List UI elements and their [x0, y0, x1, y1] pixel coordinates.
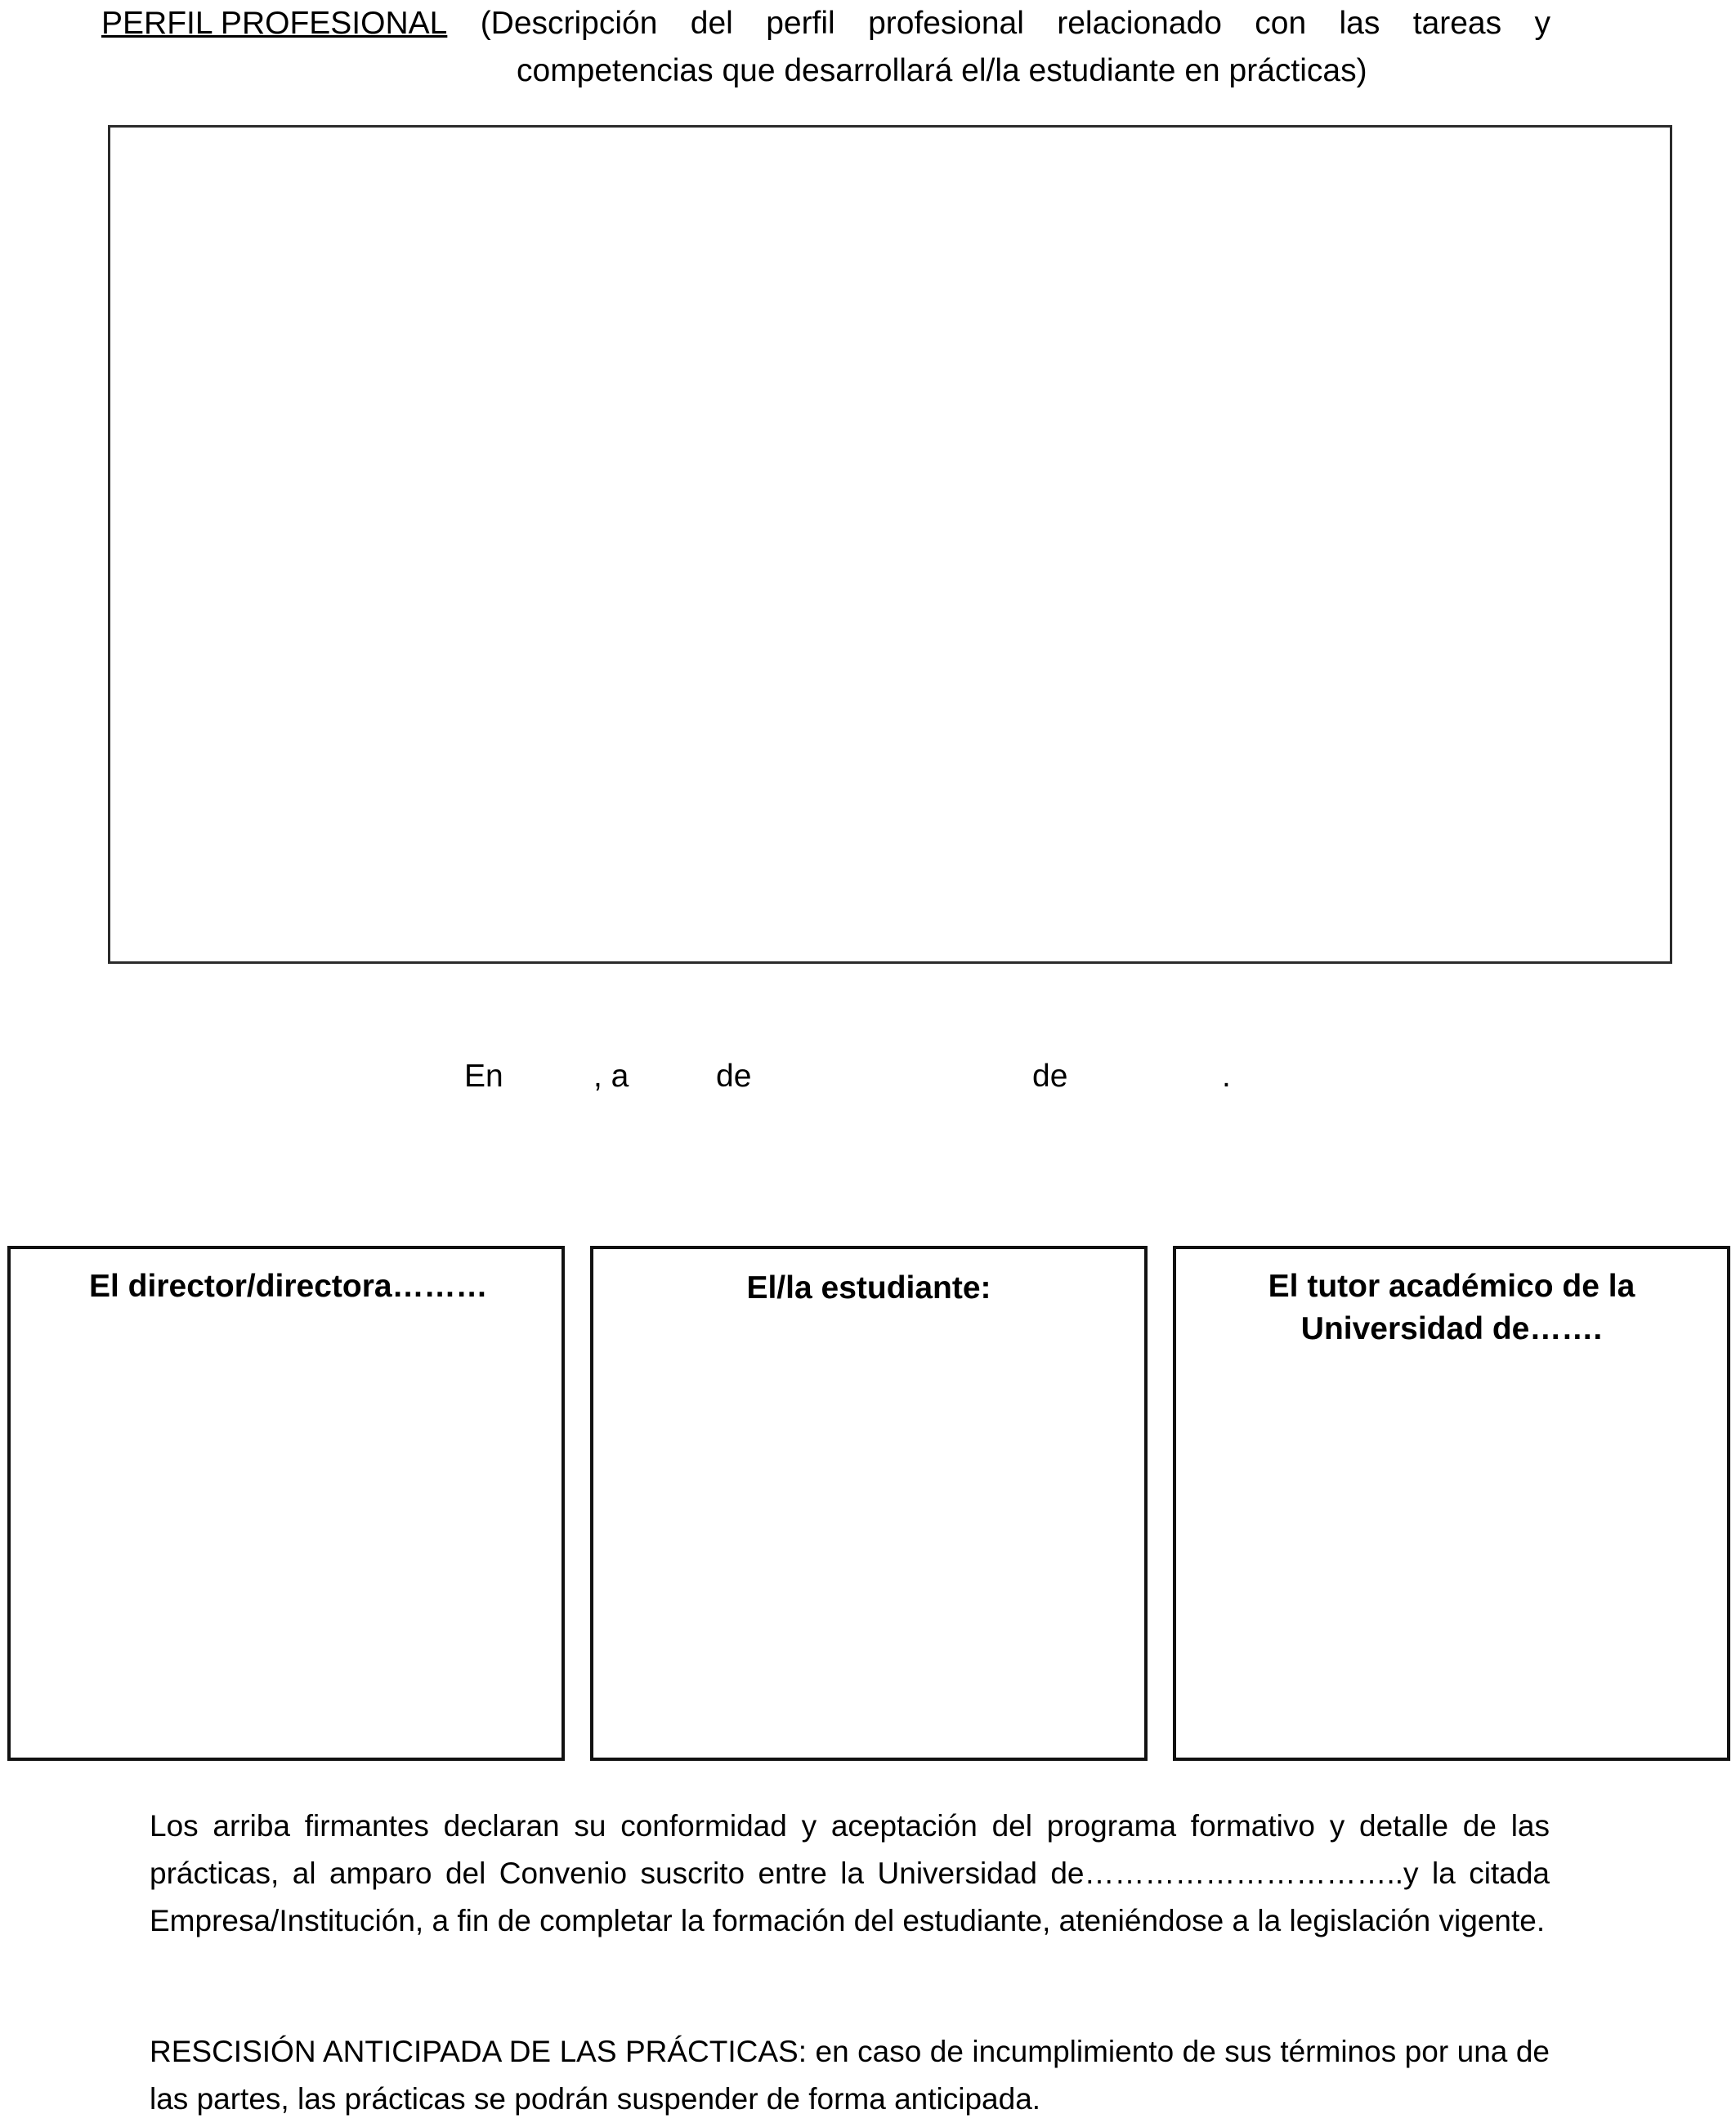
profile-heading-line2: competencias que desarrollará el/la estudiante en prácticas): [517, 53, 1367, 88]
profile-heading-label: PERFIL PROFESIONAL: [101, 6, 448, 41]
date-period: .: [1222, 1059, 1231, 1094]
heading-word: relacionado: [1057, 6, 1222, 41]
rescission-paragraph: RESCISIÓN ANTICIPADA DE LAS PRÁCTICAS: en caso de incumplimiento de sus términos por una de las partes, las prácticas se podrán suspender de forma anticipada.: [150, 2035, 1550, 2116]
conformity-paragraph: Los arriba firmantes declaran su conformidad y aceptación del programa formativo y detalle de las prácticas, al amparo del Convenio suscrito entre la Universidad de…………………………..y la citada Empresa/Institución, a fin de completar la formación del estudiante, ateniéndose a la legislación vigente.: [150, 1809, 1550, 1937]
date-en: En: [464, 1059, 503, 1094]
date-de-day: de: [716, 1059, 752, 1094]
tutor-signature-label-line2: Universidad de…….: [1300, 1311, 1603, 1346]
heading-word: del: [690, 6, 733, 41]
student-signature-box[interactable]: [590, 1246, 1148, 1761]
profile-heading: [101, 0, 1550, 47]
director-signature-box[interactable]: [7, 1246, 565, 1761]
heading-word: con: [1255, 6, 1307, 41]
heading-word: las: [1339, 6, 1380, 41]
heading-word: (Descripción: [480, 6, 658, 41]
heading-word: perfil: [766, 6, 835, 41]
heading-word: tareas: [1412, 6, 1502, 41]
student-signature-label: El/la estudiante:: [746, 1270, 991, 1306]
profile-description-box[interactable]: [108, 125, 1672, 964]
heading-word: y: [1534, 6, 1550, 41]
date-de-month: de: [1032, 1059, 1068, 1094]
tutor-signature-box[interactable]: [1173, 1246, 1730, 1761]
date-comma-a: , a: [593, 1059, 629, 1094]
heading-word: profesional: [868, 6, 1024, 41]
director-signature-label: El director/directora………: [89, 1269, 488, 1304]
tutor-signature-label-line1: El tutor académico de la: [1268, 1269, 1635, 1304]
